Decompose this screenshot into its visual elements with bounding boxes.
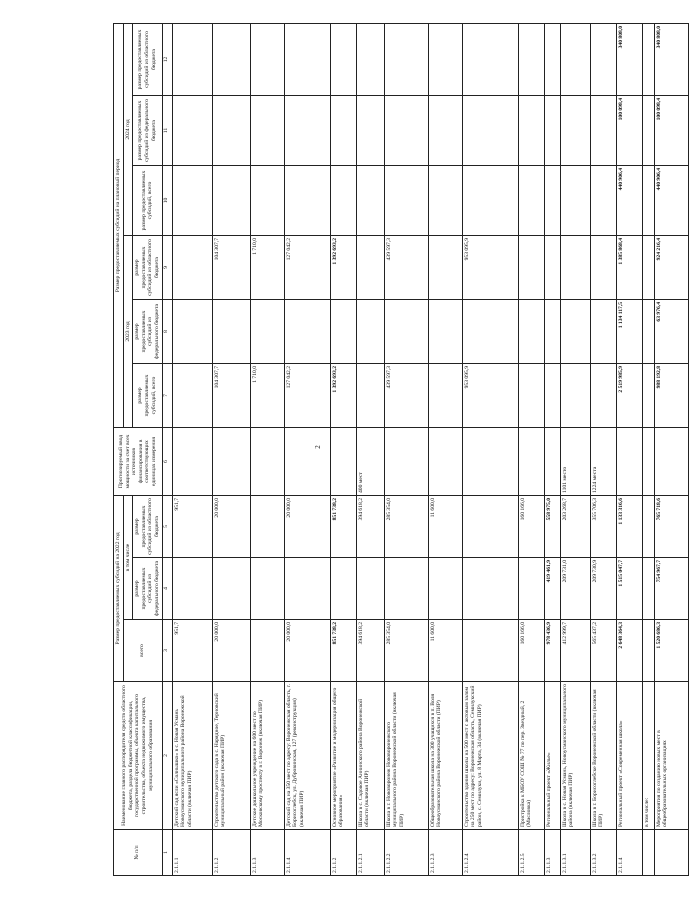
row-name: Школа в с. Новая Усмань, Новоусманского муниципального района (включая ПИР) bbox=[560, 682, 590, 830]
row-fed-2024 bbox=[284, 96, 330, 166]
row-total-2024 bbox=[330, 166, 356, 236]
col-number: 5 bbox=[162, 496, 172, 558]
col-number: 6 bbox=[162, 428, 172, 496]
row-obl-2023: 924 216,4 bbox=[654, 236, 688, 300]
row-code: 2.1.1.3 bbox=[544, 830, 560, 876]
row-fed-2022: 419 461,9 bbox=[544, 558, 560, 620]
row-total-2024 bbox=[560, 166, 590, 236]
row-obl-2023: 439 597,3 bbox=[384, 236, 428, 300]
row-total-2022: 951,7 bbox=[172, 620, 212, 682]
row-obl-2023 bbox=[544, 236, 560, 300]
page-number: 2 bbox=[313, 445, 322, 449]
row-total-2023: 1 710,0 bbox=[250, 364, 284, 428]
row-name: Региональный проект «Современная школа» bbox=[616, 682, 642, 830]
header-fed-2023: размер предоставляемых субсидий из федерального бюджета bbox=[133, 300, 162, 364]
row-obl-2023 bbox=[428, 236, 462, 300]
row-obl-2024: 340 808,0 bbox=[654, 24, 688, 96]
table-row bbox=[384, 24, 428, 876]
row-obl-2022: 160 166,0 bbox=[518, 496, 544, 558]
row-capacity bbox=[250, 428, 284, 496]
header-obl-2024: размер предоставляемых субсидий из областного бюджета bbox=[133, 24, 162, 96]
row-total-2022 bbox=[642, 620, 654, 682]
row-obl-2023: 1 392 693,2 bbox=[330, 236, 356, 300]
row-capacity bbox=[330, 428, 356, 496]
header-total-2023: размер предоставляемых субсидий, всего bbox=[133, 364, 162, 428]
row-code: 2.1.1.4 bbox=[616, 830, 642, 876]
row-capacity bbox=[616, 428, 642, 496]
row-obl-2022 bbox=[462, 496, 518, 558]
row-obl-2024 bbox=[330, 24, 356, 96]
header-fed-2022: размер предоставляемых субсидий из федерального бюджета bbox=[133, 558, 162, 620]
row-fed-2022 bbox=[284, 558, 330, 620]
row-name: Школа в г. Нововоронеж Нововоронежского муниципального района Воронежской области (включая ПИР) bbox=[384, 682, 428, 830]
row-total-2024 bbox=[172, 166, 212, 236]
row-capacity bbox=[642, 428, 654, 496]
row-fed-2024 bbox=[544, 96, 560, 166]
row-fed-2023 bbox=[172, 300, 212, 364]
row-obl-2022: 558 975,0 bbox=[544, 496, 560, 558]
row-total-2024 bbox=[428, 166, 462, 236]
row-total-2024 bbox=[212, 166, 250, 236]
table-row bbox=[172, 24, 212, 876]
col-number: 12 bbox=[162, 24, 172, 96]
row-total-2022: 20 000,0 bbox=[212, 620, 250, 682]
row-obl-2023 bbox=[518, 236, 544, 300]
row-total-2022: 285 354,0 bbox=[384, 620, 428, 682]
row-code: 2.1.1.3.1 bbox=[560, 830, 590, 876]
row-fed-2022 bbox=[642, 558, 654, 620]
row-obl-2023 bbox=[590, 236, 616, 300]
row-capacity bbox=[518, 428, 544, 496]
row-code: 2.1.1.2 bbox=[212, 830, 250, 876]
row-obl-2024 bbox=[356, 24, 384, 96]
row-total-2022: 851 738,2 bbox=[330, 620, 356, 682]
row-obl-2022: 951,7 bbox=[172, 496, 212, 558]
row-obl-2023 bbox=[172, 236, 212, 300]
table-row bbox=[518, 24, 544, 876]
row-fed-2023 bbox=[428, 300, 462, 364]
row-obl-2024 bbox=[284, 24, 330, 96]
row-total-2022 bbox=[462, 620, 518, 682]
row-fed-2024 bbox=[462, 96, 518, 166]
row-fed-2024 bbox=[250, 96, 284, 166]
header-total-2022: всего bbox=[123, 620, 162, 682]
row-capacity bbox=[462, 428, 518, 496]
row-fed-2023 bbox=[642, 300, 654, 364]
row-capacity bbox=[384, 428, 428, 496]
row-fed-2022 bbox=[330, 558, 356, 620]
row-total-2023 bbox=[518, 364, 544, 428]
header-npp: № п/п bbox=[114, 830, 163, 876]
row-total-2023: 439 597,3 bbox=[384, 364, 428, 428]
row-name: Общеобразовательная школа на 300 учащихся в п. Воля Новоусманского района Воронежской области (ПИР) bbox=[428, 682, 462, 830]
row-fed-2022: 1 515 047,7 bbox=[616, 558, 642, 620]
row-total-2024: 440 906,4 bbox=[616, 166, 642, 236]
row-fed-2024: 100 098,4 bbox=[616, 96, 642, 166]
col-number: 8 bbox=[162, 300, 172, 364]
header-name: Наименование главного распорядителя средств областного бюджета, раздела бюджетной классификации, государственной программы, объекта капитального строительства, объекта недвижимого имущества, муниципального образования bbox=[114, 682, 163, 830]
row-code: 2.1.1.2.4 bbox=[462, 830, 518, 876]
row-code bbox=[642, 830, 654, 876]
row-total-2023: 2 519 985,9 bbox=[616, 364, 642, 428]
row-obl-2022 bbox=[642, 496, 654, 558]
row-fed-2024 bbox=[356, 96, 384, 166]
row-obl-2024 bbox=[428, 24, 462, 96]
row-fed-2024 bbox=[212, 96, 250, 166]
row-name: Строительство здания школы на 500 мест с актовым залом на 250 мест по адресу: Воронежская область, Семилукский район, с. Семилуки, ул. 8 Марта, 34 (включая ПИР) bbox=[462, 682, 518, 830]
row-name: Школа в с. Садовое Аннинского района Воронежской области (включая ПИР) bbox=[356, 682, 384, 830]
row-obl-2023: 1 385 868,4 bbox=[616, 236, 642, 300]
row-name: Детское дошкольное учреждение на 600 мест по Московскому проспекту в г. Воронеж (включая ПИР) bbox=[250, 682, 284, 830]
row-obl-2024: 340 808,0 bbox=[616, 24, 642, 96]
col-number: 3 bbox=[162, 620, 172, 682]
row-name: в том числе: bbox=[642, 682, 654, 830]
row-obl-2024 bbox=[590, 24, 616, 96]
row-code: 2.1.1.2.5 bbox=[518, 830, 544, 876]
row-code: 2.1.1.1 bbox=[172, 830, 212, 876]
row-fed-2023: 1 134 117,5 bbox=[616, 300, 642, 364]
row-name: Детский сад ясли «Солнышко» в с. Новая Усмань Новоусманского муниципального района Воронежской области (включая ПИР) bbox=[172, 682, 212, 830]
row-fed-2023 bbox=[384, 300, 428, 364]
row-obl-2024 bbox=[560, 24, 590, 96]
row-fed-2023 bbox=[590, 300, 616, 364]
row-fed-2022 bbox=[172, 558, 212, 620]
row-fed-2022: 209 731,0 bbox=[560, 558, 590, 620]
row-fed-2024 bbox=[560, 96, 590, 166]
col-number: 9 bbox=[162, 236, 172, 300]
rotated-table-sheet bbox=[113, 24, 669, 876]
row-total-2022: 20 000,0 bbox=[284, 620, 330, 682]
row-total-2022: 2 648 364,3 bbox=[616, 620, 642, 682]
row-capacity bbox=[654, 428, 688, 496]
row-total-2022: 11 600,0 bbox=[428, 620, 462, 682]
row-fed-2023 bbox=[544, 300, 560, 364]
table-row bbox=[330, 24, 356, 876]
row-code: 2.1.1.3 bbox=[250, 830, 284, 876]
header-2022-group: Размер предоставляемых субсидий на 2022 год bbox=[114, 496, 124, 682]
row-total-2022: 412 999,7 bbox=[560, 620, 590, 682]
col-number: 11 bbox=[162, 96, 172, 166]
row-obl-2024 bbox=[384, 24, 428, 96]
row-capacity bbox=[284, 428, 330, 496]
col-number: 7 bbox=[162, 364, 172, 428]
row-fed-2024 bbox=[172, 96, 212, 166]
row-code: 2.1.1.3.2 bbox=[590, 830, 616, 876]
row-total-2024 bbox=[544, 166, 560, 236]
table-row bbox=[654, 24, 688, 876]
row-obl-2024 bbox=[642, 24, 654, 96]
row-total-2023 bbox=[172, 364, 212, 428]
row-total-2024 bbox=[284, 166, 330, 236]
row-name: Мероприятия по созданию новых мест в общеобразовательных организациях bbox=[654, 682, 688, 830]
row-fed-2023 bbox=[560, 300, 590, 364]
row-total-2022: 978 436,9 bbox=[544, 620, 560, 682]
row-obl-2023: 127 042,2 bbox=[284, 236, 330, 300]
table-row bbox=[250, 24, 284, 876]
row-total-2024 bbox=[642, 166, 654, 236]
header-fed-2024: размер предоставляемых субсидий из федерального бюджета bbox=[133, 96, 162, 166]
row-obl-2023: 1 710,0 bbox=[250, 236, 284, 300]
col-number: 1 bbox=[162, 830, 172, 876]
row-capacity: 1101 место bbox=[560, 428, 590, 496]
row-obl-2024 bbox=[518, 24, 544, 96]
col-number: 4 bbox=[162, 558, 172, 620]
row-fed-2022 bbox=[384, 558, 428, 620]
row-name: Пристройка к МБОУ СОШ № 77 по пер. Звездный, 2 (Масловка) bbox=[518, 682, 544, 830]
row-total-2024: 440 906,4 bbox=[654, 166, 688, 236]
row-total-2023 bbox=[560, 364, 590, 428]
row-obl-2022: 394 618,2 bbox=[356, 496, 384, 558]
row-obl-2024 bbox=[462, 24, 518, 96]
row-fed-2023 bbox=[330, 300, 356, 364]
table-header bbox=[114, 24, 173, 876]
row-total-2024 bbox=[250, 166, 284, 236]
row-obl-2024 bbox=[544, 24, 560, 96]
row-fed-2024: 100 098,4 bbox=[654, 96, 688, 166]
row-obl-2023 bbox=[642, 236, 654, 300]
row-obl-2024 bbox=[250, 24, 284, 96]
row-total-2023 bbox=[642, 364, 654, 428]
row-obl-2022: 11 600,0 bbox=[428, 496, 462, 558]
row-obl-2022: 285 354,0 bbox=[384, 496, 428, 558]
row-fed-2022 bbox=[518, 558, 544, 620]
row-total-2023: 953 095,9 bbox=[462, 364, 518, 428]
header-capacity: Прогнозируемый ввод мощности за счет всех источников финансирования в соответствующих единицах измерения bbox=[114, 428, 163, 496]
row-obl-2022 bbox=[250, 496, 284, 558]
header-2023: 2023 год bbox=[123, 236, 133, 428]
row-code: 2.1.1.2.3 bbox=[428, 830, 462, 876]
table-row bbox=[356, 24, 384, 876]
subsidies-table bbox=[113, 23, 689, 876]
row-fed-2022: 209 730,9 bbox=[590, 558, 616, 620]
row-total-2023: 988 192,8 bbox=[654, 364, 688, 428]
row-fed-2024 bbox=[518, 96, 544, 166]
row-obl-2022: 765 718,6 bbox=[654, 496, 688, 558]
table-row bbox=[560, 24, 590, 876]
row-name: Строительство детского сада в с. Нарядное, Терновский муниципальный район (включая ПИР) bbox=[212, 682, 250, 830]
row-fed-2023 bbox=[462, 300, 518, 364]
row-fed-2023 bbox=[284, 300, 330, 364]
row-capacity bbox=[544, 428, 560, 496]
row-obl-2022: 20 000,0 bbox=[284, 496, 330, 558]
row-fed-2023: 63 976,4 bbox=[654, 300, 688, 364]
row-total-2022: 1 520 686,3 bbox=[654, 620, 688, 682]
table-row bbox=[590, 24, 616, 876]
table-row bbox=[616, 24, 642, 876]
row-total-2024 bbox=[356, 166, 384, 236]
row-total-2022: 565 437,2 bbox=[590, 620, 616, 682]
row-obl-2022: 20 000,0 bbox=[212, 496, 250, 558]
row-fed-2022 bbox=[428, 558, 462, 620]
row-obl-2023 bbox=[356, 236, 384, 300]
row-total-2024 bbox=[590, 166, 616, 236]
row-obl-2023: 953 095,9 bbox=[462, 236, 518, 300]
header-2024: 2024 год bbox=[123, 24, 133, 236]
row-capacity bbox=[212, 428, 250, 496]
row-capacity bbox=[428, 428, 462, 496]
row-fed-2024 bbox=[642, 96, 654, 166]
row-obl-2023 bbox=[560, 236, 590, 300]
column-number-row bbox=[162, 24, 172, 876]
row-total-2023 bbox=[590, 364, 616, 428]
row-fed-2024 bbox=[330, 96, 356, 166]
row-fed-2022 bbox=[356, 558, 384, 620]
row-fed-2022: 754 967,7 bbox=[654, 558, 688, 620]
row-total-2024 bbox=[518, 166, 544, 236]
row-obl-2022: 203 268,7 bbox=[560, 496, 590, 558]
row-fed-2024 bbox=[428, 96, 462, 166]
table-row bbox=[284, 24, 330, 876]
col-number: 10 bbox=[162, 166, 172, 236]
header-v-tom-chisle: в том числе bbox=[123, 496, 133, 620]
row-code: 2.1.1.2.2 bbox=[384, 830, 428, 876]
row-fed-2022 bbox=[250, 558, 284, 620]
row-total-2023 bbox=[544, 364, 560, 428]
row-total-2023 bbox=[356, 364, 384, 428]
row-obl-2024 bbox=[172, 24, 212, 96]
row-fed-2023 bbox=[518, 300, 544, 364]
row-name: Детский сад на 350 мест по адресу: Воронежская область, г. Борисоглебск, ул. Дубровинская, 127 (реконструкция) (включая ПИР) bbox=[284, 682, 330, 830]
row-code: 2.1.1.4 bbox=[284, 830, 330, 876]
row-fed-2023 bbox=[356, 300, 384, 364]
row-name: Основное мероприятие «Развитие и модернизация общего образования» bbox=[330, 682, 356, 830]
row-fed-2023 bbox=[212, 300, 250, 364]
header-planned-group: Размер предоставляемых субсидий на плановый период bbox=[114, 24, 124, 428]
header-total-2024: размер предоставляемых субсидий, всего bbox=[133, 166, 162, 236]
row-obl-2024 bbox=[212, 24, 250, 96]
row-capacity: 1224 места bbox=[590, 428, 616, 496]
row-total-2023: 104 307,7 bbox=[212, 364, 250, 428]
row-total-2024 bbox=[384, 166, 428, 236]
row-fed-2022 bbox=[212, 558, 250, 620]
col-number: 2 bbox=[162, 682, 172, 830]
row-code bbox=[654, 830, 688, 876]
row-total-2023: 127 042,2 bbox=[284, 364, 330, 428]
row-code: 2.1.1.2 bbox=[330, 830, 356, 876]
table-row bbox=[642, 24, 654, 876]
row-fed-2022 bbox=[462, 558, 518, 620]
row-obl-2022: 355 706,3 bbox=[590, 496, 616, 558]
row-fed-2024 bbox=[590, 96, 616, 166]
row-name: Школа в г. Борисоглебске Воронежской области (включая ПИР) bbox=[590, 682, 616, 830]
row-total-2023 bbox=[428, 364, 462, 428]
row-total-2022 bbox=[250, 620, 284, 682]
row-total-2022: 160 166,0 bbox=[518, 620, 544, 682]
header-obl-2022: размер предоставляемых субсидий из областного бюджета bbox=[133, 496, 162, 558]
header-obl-2023: размер предоставляемых субсидий из областного бюджета bbox=[133, 236, 162, 300]
row-fed-2023 bbox=[250, 300, 284, 364]
table-row bbox=[428, 24, 462, 876]
row-obl-2022: 851 738,2 bbox=[330, 496, 356, 558]
row-capacity bbox=[172, 428, 212, 496]
row-obl-2023: 104 307,7 bbox=[212, 236, 250, 300]
table-row bbox=[544, 24, 560, 876]
row-fed-2024 bbox=[384, 96, 428, 166]
row-total-2024 bbox=[462, 166, 518, 236]
row-total-2022: 394 618,2 bbox=[356, 620, 384, 682]
row-obl-2022: 1 133 316,6 bbox=[616, 496, 642, 558]
table-body bbox=[172, 24, 688, 876]
row-code: 2.1.1.2.1 bbox=[356, 830, 384, 876]
table-row bbox=[462, 24, 518, 876]
row-capacity: 400 мест bbox=[356, 428, 384, 496]
table-row bbox=[212, 24, 250, 876]
row-total-2023: 1 392 693,2 bbox=[330, 364, 356, 428]
row-name: Региональный проект «Жилье» bbox=[544, 682, 560, 830]
